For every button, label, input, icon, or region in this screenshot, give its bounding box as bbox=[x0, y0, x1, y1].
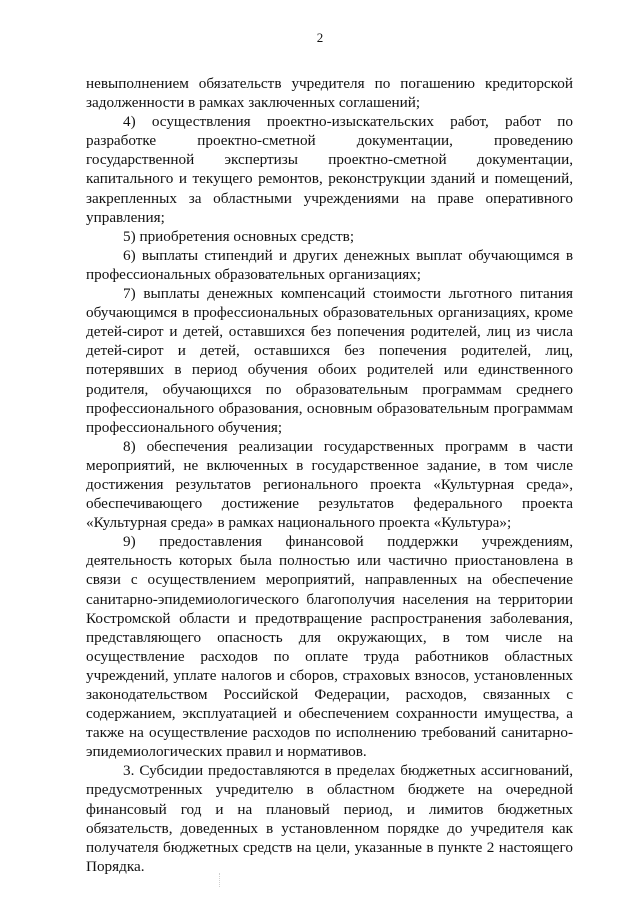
paragraph-item-4: 4) осуществления проектно-изыскательских работ, работ по разработке проектно-сметной документации, проведению государственной экспертизы проектно-сметной документации, капитального и текущего ремонтов, реконструкции зданий и помещений, закрепленных за областными учреждениями на праве оперативного управления; bbox=[86, 113, 573, 226]
paragraph-item-5: 5) приобретения основных средств; bbox=[123, 227, 355, 245]
document-body bbox=[86, 74, 573, 876]
page-number: 2 bbox=[316, 30, 324, 45]
paragraph-item-6: 6) выплаты стипендий и других денежных выплат обучающимся в профессиональных образовательных организациях; bbox=[86, 246, 573, 283]
paragraph-item-8: 8) обеспечения реализации государственных программ в части мероприятий, не включенных в государственное задание, в том числе достижения результатов регионального проекта «Культурная среда», обеспечивающего достижение результатов федерального проекта «Культурная среда» в рамках национального проекта «Культура»; bbox=[86, 437, 573, 532]
paragraph-item-7: 7) выплаты денежных компенсаций стоимости льготного питания обучающимся в профессиональных образовательных организациях, кроме детей-сирот и детей, оставшихся без попечения родителей, лиц из числа детей-сирот и детей, оставшихся без попечения родителей, лиц, потерявших в период обучения обоих родителей или единственного родителя, обучающихся по образовательным программам среднего профессионального образования, основным образовательным программам профессионального обучения; bbox=[86, 285, 573, 436]
paragraph-item-9: 9) предоставления финансовой поддержки учреждениям, деятельность которых была полностью или частично приостановлена в связи с осуществлением мероприятий, направленных на обеспечение санитарно-эпидемиологического благополучия населения на территории Костромской области и предотвращение распространения заболевания, представляющего опасность для окружающих, в том числе на осуществление расходов по оплате труда работников областных учреждений, уплате налогов и сборов, страховых взносов, установленных законодательством Российской Федерации, расходов, связанных с содержанием, эксплуатацией и обеспечением сохранности имущества, а также на осуществление расходов по исполнению требований санитарно-эпидемиологических правил и нормативов. bbox=[86, 533, 573, 761]
paragraph-continuation: невыполнением обязательств учредителя по погашению кредиторской задолженности в рамках заключенных соглашений; bbox=[86, 75, 573, 112]
paragraph-section-3: 3. Субсидии предоставляются в пределах бюджетных ассигнований, предусмотренных учредителю в областном бюджете на очередной финансовый год и на плановый период, и лимитов бюджетных обязательств, доведенных в установленном порядке до учредителя как получателя бюджетных средств на цели, указанные в пункте 2 настоящего Порядка. bbox=[86, 762, 573, 875]
scan-artifact-mark bbox=[219, 873, 224, 887]
